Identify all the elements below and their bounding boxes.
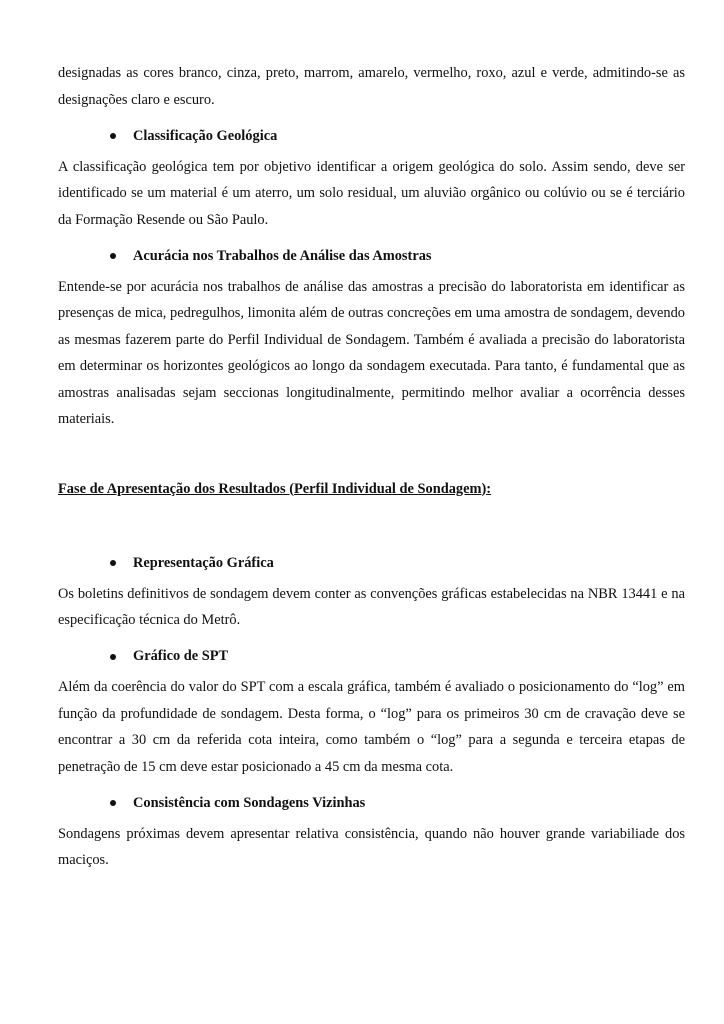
bullet-label: Gráfico de SPT — [133, 648, 229, 665]
paragraph-colors: designadas as cores branco, cinza, preto, marrom, amarelo, vermelho, roxo, azul e verde, admitindo-se as designações claro e escuro. — [58, 65, 685, 108]
paragraph-acuracia: Entende-se por acurácia nos trabalhos de análise das amostras a precisão do laboratorista em identificar as presenças de mica, pedregulhos, limonita além de outras concreções em uma amostra de sondagem, devendo as mesmas fazerem parte do Perfil Individual de Sondagem. Também é avaliada a precisão do laboratorista em determinar os horizontes geológicos ao longo da sondagem executada. Para tanto, é fundamental que as amostras analisadas sejam seccionas longitudinalmente, permitindo melhor avaliar a ocorrência desses materiais. — [58, 278, 685, 427]
bullet-item-spt — [58, 644, 685, 671]
section-title: Fase de Apresentação dos Resultados (Perfil Individual de Sondagem): — [58, 480, 492, 497]
bullet-dot-icon — [110, 800, 116, 806]
bullet-label: Acurácia nos Trabalhos de Análise das Amostras — [133, 247, 432, 264]
bullet-item-acuracia — [58, 243, 685, 270]
bullet-label: Representação Gráfica — [133, 554, 274, 571]
bullet-label: Consistência com Sondagens Vizinhas — [133, 794, 366, 811]
bullet-dot-icon — [110, 654, 116, 660]
bullet-dot-icon — [110, 253, 116, 259]
bullet-item-consistencia — [58, 790, 685, 817]
bullet-item-classificacao — [58, 123, 685, 150]
paragraph-consistencia: Sondagens próximas devem apresentar relativa consistência, quando não houver grande variabiliade dos maciços. — [58, 825, 685, 868]
paragraph-representacao: Os boletins definitivos de sondagem devem conter as convenções gráficas estabelecidas na NBR 13441 e na especificação técnica do Metrô. — [58, 585, 685, 628]
document-page — [58, 60, 685, 874]
bullet-dot-icon — [110, 133, 116, 139]
bullet-item-representacao — [58, 550, 685, 577]
paragraph-spt: Além da coerência do valor do SPT com a escala gráfica, também é avaliado o posicionamento do “log” em função da profundidade de sondagem. Desta forma, o “log” para os primeiros 30 cm de cravação deve se encontrar a 30 cm da referida cota inteira, como também o “log” para a segunda e terceira etapas de penetração de 15 cm deve estar posicionado a 45 cm da mesma cota. — [58, 679, 685, 775]
bullet-dot-icon — [110, 560, 116, 566]
bullet-label: Classificação Geológica — [133, 127, 278, 144]
paragraph-classificacao: A classificação geológica tem por objetivo identificar a origem geológica do solo. Assim sendo, deve ser identificado se um material é um aterro, um solo residual, um aluvião orgânico ou colúvio ou se é terciário da Formação Resende ou São Paulo. — [58, 158, 685, 228]
